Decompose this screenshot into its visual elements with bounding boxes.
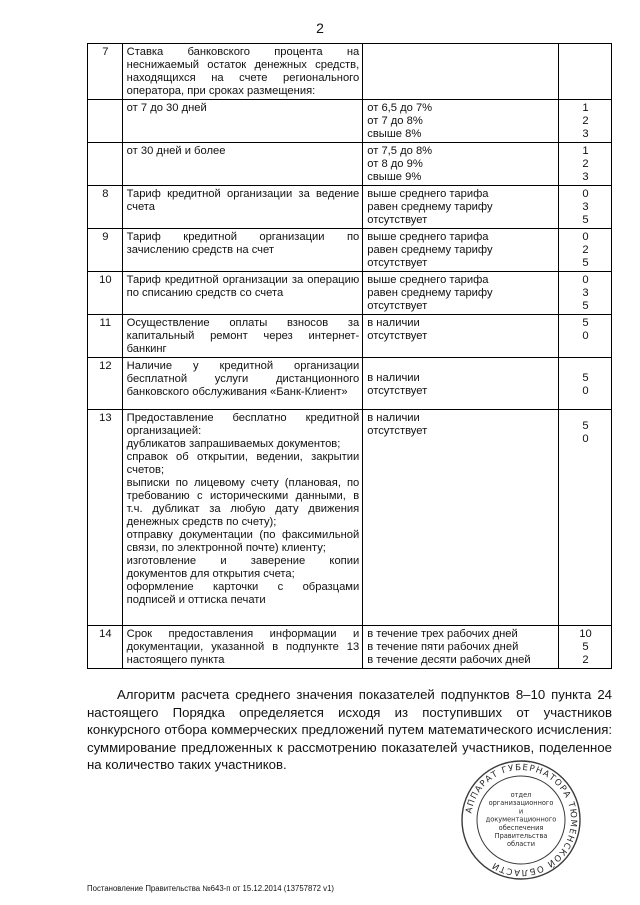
row-number: 13 — [88, 410, 123, 626]
criterion-options — [363, 186, 559, 229]
points-value: 5 — [582, 420, 589, 432]
stamp-ring-text: АППАРАТ ГУБЕРНАТОРА ТЮМЕНСКОЙ ОБЛАСТИ — [464, 762, 579, 878]
criterion-description — [122, 100, 363, 143]
option-value: отсутствует — [367, 214, 428, 226]
criterion-points — [558, 44, 611, 100]
option-value: свыше 9% — [367, 171, 422, 183]
footer-reference: Постановление Правительства №643-п от 15.12.2014 (13757872 v1) — [87, 884, 335, 893]
description-line: Тариф кредитной организации за ведение счета — [126, 188, 360, 213]
option-value: равен среднему тарифу — [367, 287, 493, 299]
stamp-center-line: отдел — [510, 791, 532, 799]
points-value: 0 — [582, 231, 589, 243]
criterion-options — [363, 229, 559, 272]
option-value: в наличии — [367, 412, 420, 424]
points-value: 2 — [582, 654, 589, 666]
points-value: 5 — [582, 641, 589, 653]
points-value: 5 — [582, 214, 589, 226]
points-value: 2 — [582, 115, 589, 127]
option-value: отсутствует — [367, 300, 428, 312]
points-value: 1 — [582, 145, 589, 157]
row-number: 11 — [88, 315, 123, 358]
description-line: оформление карточки с образцами подписей и оттиска печати — [126, 581, 360, 606]
row-number: 9 — [88, 229, 123, 272]
points-value: 0 — [582, 274, 589, 286]
criterion-description — [122, 358, 363, 410]
criterion-points — [558, 186, 611, 229]
option-value: выше среднего тарифа — [367, 188, 489, 200]
criterion-options — [363, 143, 559, 186]
points-value: 0 — [582, 433, 589, 445]
stamp-center-line: Правительства — [494, 832, 548, 840]
stamp-center-line: области — [506, 840, 536, 849]
stamp-center-line: организационного — [488, 799, 554, 808]
criterion-options — [363, 315, 559, 358]
criterion-description — [122, 315, 363, 358]
option-value: выше среднего тарифа — [367, 231, 489, 243]
criteria-row — [88, 44, 612, 100]
points-value: 3 — [582, 128, 589, 140]
description-line: дубликатов запрашиваемых документов; — [126, 438, 341, 450]
criterion-description — [122, 272, 363, 315]
option-value: свыше 8% — [367, 128, 422, 140]
criterion-options — [363, 100, 559, 143]
option-value: в наличии — [367, 317, 420, 329]
row-number: 12 — [88, 358, 123, 410]
row-number: 10 — [88, 272, 123, 315]
points-value: 2 — [582, 158, 589, 170]
description-line: Предоставление бесплатно кредитной организацией: — [126, 412, 360, 437]
criterion-points — [558, 100, 611, 143]
option-value: от 6,5 до 7% — [367, 102, 433, 114]
points-value: 0 — [582, 330, 589, 342]
points-value: 5 — [582, 372, 589, 384]
criteria-row — [88, 315, 612, 358]
criterion-points — [558, 272, 611, 315]
criterion-description — [122, 44, 363, 100]
criteria-row — [88, 410, 612, 626]
points-value: 10 — [579, 628, 592, 640]
points-value: 0 — [582, 188, 589, 200]
option-value: отсутствует — [367, 385, 428, 397]
option-value: в течение десяти рабочих дней — [367, 654, 531, 666]
option-value: в течение трех рабочих дней — [367, 628, 518, 640]
option-value: от 7,5 до 8% — [367, 145, 433, 157]
criterion-description — [122, 410, 363, 626]
criteria-row — [88, 626, 612, 669]
option-value: отсутствует — [367, 330, 428, 342]
criterion-options — [363, 44, 559, 100]
points-value: 0 — [582, 385, 589, 397]
criteria-row — [88, 100, 612, 143]
criteria-row — [88, 186, 612, 229]
option-value: в течение пяти рабочих дней — [367, 641, 519, 653]
points-value: 3 — [582, 201, 589, 213]
description-line: справок об открытии, ведении, закрытии счетов; — [126, 451, 360, 476]
criterion-description — [122, 626, 363, 669]
description-line: отправку документации (по факсимильной связи, по электронной почте) клиенту; — [126, 529, 360, 554]
stamp-center-line: и — [518, 807, 524, 816]
criterion-options — [363, 626, 559, 669]
option-value: отсутствует — [367, 257, 428, 269]
description-line: выписки по лицевому счету (плановая, по требованию с историческими данными, в т.ч. дубликат за любую дату движения денежных средств по счету); — [126, 477, 360, 528]
description-line: Осуществление оплаты взносов за капитальный ремонт через интернет-банкинг — [126, 317, 360, 355]
description-line: от 7 до 30 дней — [126, 102, 207, 114]
algorithm-text: Алгоритм расчета среднего значения показателей подпунктов 8–10 пункта 24 настоящего Порядка определяется исходя из поступивших от участников конкурсного отбора коммерческих предложений путем математического исчисления: суммирование предложенных к рассмотрению показателей участников, поделенное на количество таких участников. — [87, 687, 612, 773]
criterion-points — [558, 410, 611, 626]
option-value: равен среднему тарифу — [367, 244, 493, 256]
criterion-description — [122, 229, 363, 272]
points-value: 3 — [582, 171, 589, 183]
description-line: Наличие у кредитной организации бесплатной услуги дистанционного банковского обслуживания «Банк-Клиент» — [126, 360, 360, 398]
points-value: 5 — [582, 257, 589, 269]
criterion-points — [558, 315, 611, 358]
criterion-description — [122, 186, 363, 229]
criterion-options — [363, 272, 559, 315]
points-value: 5 — [582, 317, 589, 329]
option-value: равен среднему тарифу — [367, 201, 493, 213]
option-value: в наличии — [367, 372, 420, 384]
criterion-description — [122, 143, 363, 186]
option-value: выше среднего тарифа — [367, 274, 489, 286]
criteria-table — [87, 43, 612, 669]
row-number: 14 — [88, 626, 123, 669]
criterion-points — [558, 229, 611, 272]
stamp-center-line: обеспечения — [498, 823, 544, 832]
criteria-row — [88, 143, 612, 186]
row-number: 7 — [88, 44, 123, 100]
criterion-options — [363, 358, 559, 410]
row-number — [88, 100, 123, 143]
points-value: 1 — [582, 102, 589, 114]
description-line: Тариф кредитной организации за операцию по списанию средств со счета — [126, 274, 360, 299]
criteria-row — [88, 358, 612, 410]
criterion-options — [363, 410, 559, 626]
points-value: 5 — [582, 300, 589, 312]
official-stamp — [460, 759, 582, 881]
description-line: Срок предоставления информации и документации, указанной в подпункте 13 настоящего пункта — [126, 628, 360, 666]
option-value: отсутствует — [367, 425, 428, 437]
stamp-center-line: документационного — [485, 815, 557, 824]
option-value: от 8 до 9% — [367, 158, 423, 170]
points-value: 3 — [582, 287, 589, 299]
page-number: 2 — [316, 20, 324, 36]
criterion-points — [558, 143, 611, 186]
description-line: от 30 дней и более — [126, 145, 226, 157]
points-value: 2 — [582, 244, 589, 256]
description-line: Тариф кредитной организации по зачислению средств на счет — [126, 231, 360, 256]
criterion-points — [558, 626, 611, 669]
description-line: Ставка банковского процента на неснижаемый остаток денежных средств, находящихся на счете регионального оператора, при сроках размещения: — [126, 46, 360, 97]
description-line: изготовление и заверение копии документов для открытия счета; — [126, 555, 360, 580]
option-value: от 7 до 8% — [367, 115, 423, 127]
criteria-row — [88, 229, 612, 272]
criteria-row — [88, 272, 612, 315]
criterion-points — [558, 358, 611, 410]
row-number — [88, 143, 123, 186]
row-number: 8 — [88, 186, 123, 229]
